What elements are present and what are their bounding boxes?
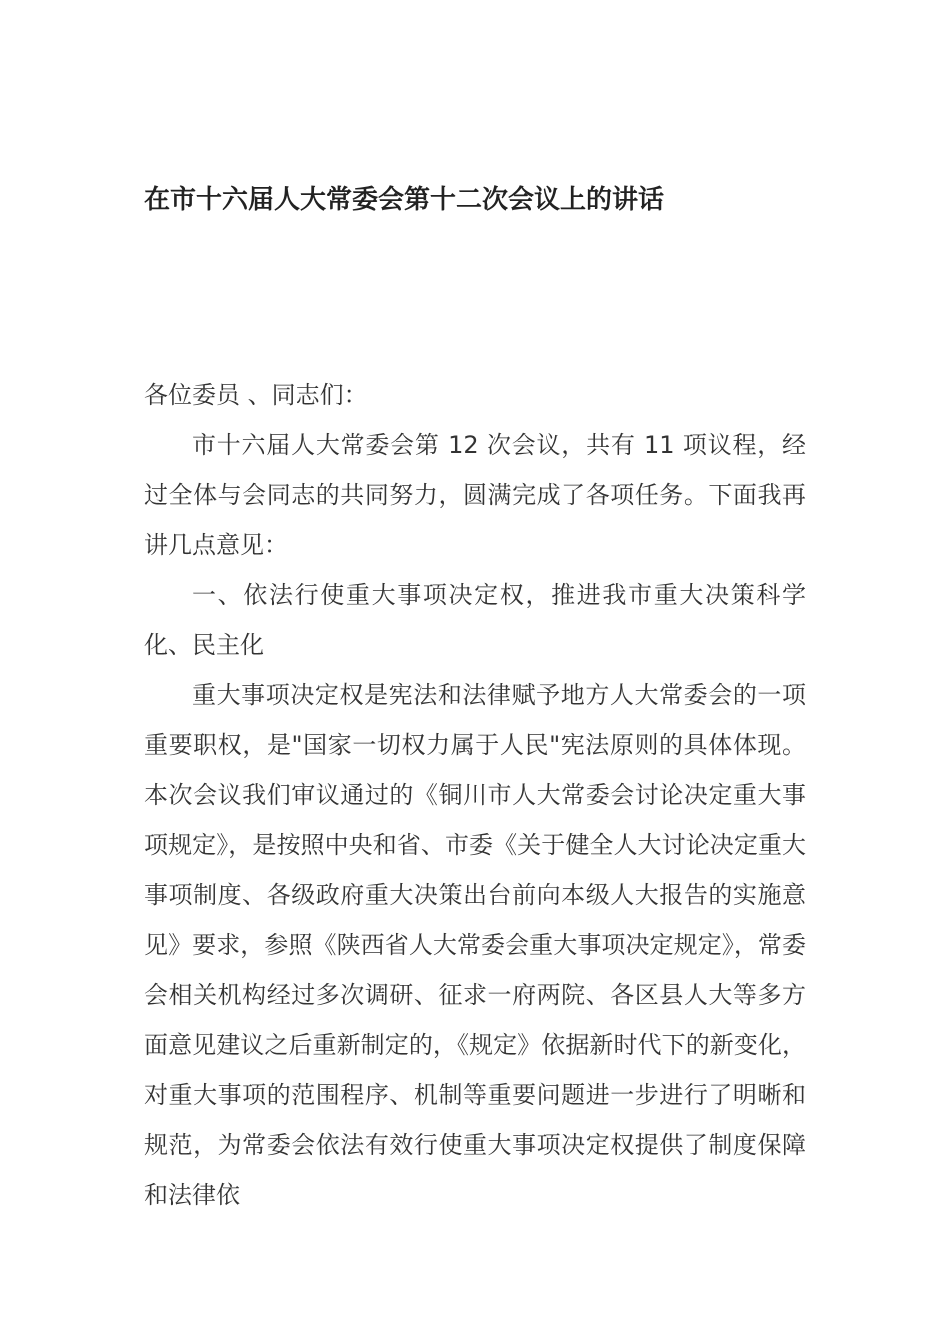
paragraph-decision-power: 重大事项决定权是宪法和法律赋予地方人大常委会的一项重要职权，是"国家一切权力属于人民"宪法原则的具体体现。本次会议我们审议通过的《铜川市人大常委会讨论决定重大事项规定》，是按照中央和省、市委《关于健全人大讨论决定重大事项制度、各级政府重大决策出台前向本级人大报告的实施意见》要求，参照《陕西省人大常委会重大事项决定规定》，常委会相关机构经过多次调研、征求一府两院、各区县人大等多方面意见建议之后重新制定的，《规定》依据新时代下的新变化，对重大事项的范围程序、机制等重要问题进一步进行了明晰和规范，为常委会依法有效行使重大事项决定权提供了制度保障和法律依 <box>144 681 806 1209</box>
document-title: 在市十六届人大常委会第十二次会议上的讲话 <box>144 185 665 215</box>
paragraph-intro: 市十六届人大常委会第 12 次会议，共有 11 项议程，经过全体与会同志的共同努力，圆满完成了各项任务。下面我再讲几点意见： <box>144 431 806 559</box>
document-body <box>144 370 806 1220</box>
section-heading-1: 一、依法行使重大事项决定权，推进我市重大决策科学化、民主化 <box>144 581 806 659</box>
salutation: 各位委员 、同志们： <box>144 381 368 409</box>
